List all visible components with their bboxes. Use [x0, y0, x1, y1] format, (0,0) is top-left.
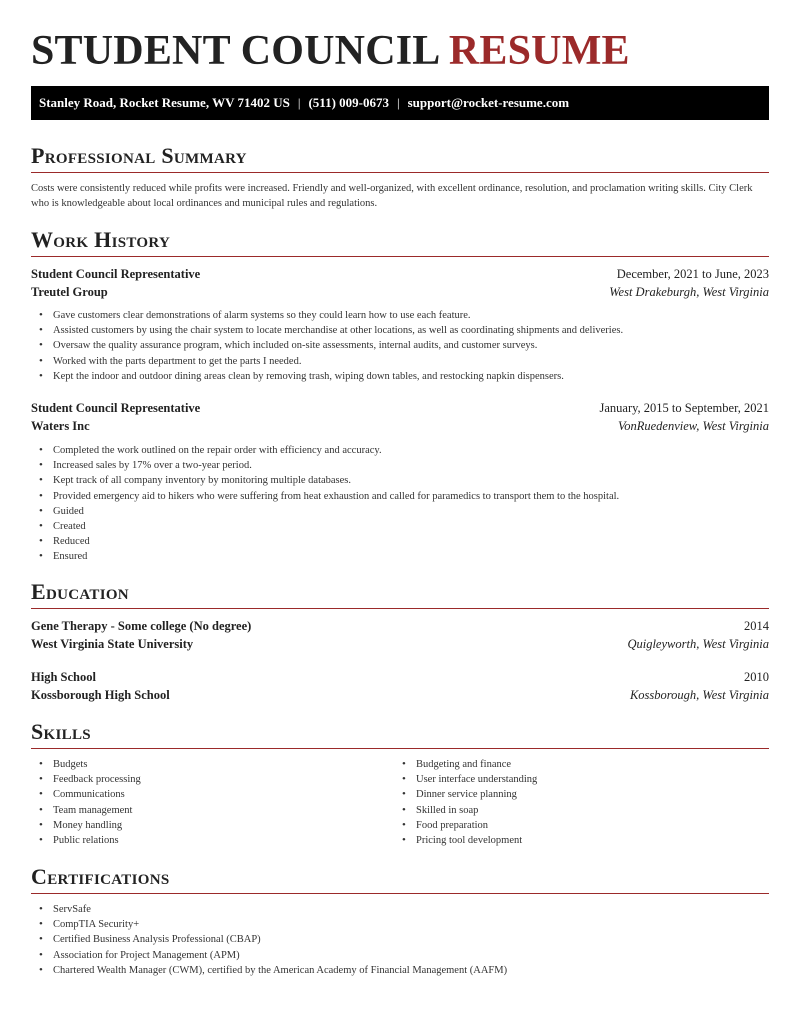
list-item: • Team management	[53, 803, 141, 818]
contact-address: Stanley Road, Rocket Resume, WV 71402 US	[39, 95, 290, 110]
job-dates: January, 2015 to September, 2021	[599, 401, 769, 415]
list-item: • Kept the indoor and outdoor dining areas clean by removing trash, wiping down tables, and restocking napkin dispensers.	[53, 369, 623, 384]
skills-right-list	[416, 757, 537, 848]
education-year: 2010	[744, 670, 769, 684]
contact-bar	[31, 86, 769, 120]
list-item: • Worked with the parts department to get the parts I needed.	[53, 354, 623, 369]
job-2-company-row	[31, 418, 769, 434]
education-degree: Gene Therapy - Some college (No degree)	[31, 619, 252, 633]
list-item: • Reduced	[53, 534, 619, 549]
education-2-header	[31, 669, 769, 685]
education-school: West Virginia State University	[31, 637, 194, 651]
list-item: • User interface understanding	[416, 772, 537, 787]
list-item: • Public relations	[53, 833, 141, 848]
list-item: • Dinner service planning	[416, 787, 537, 802]
education-2-school-row	[31, 687, 769, 703]
education-location: Quigleyworth, West Virginia	[627, 637, 769, 651]
education-degree: High School	[31, 670, 96, 684]
list-item: • Chartered Wealth Manager (CWM), certified by the American Academy of Financial Management (AAFM)	[53, 963, 507, 978]
list-item: • Money handling	[53, 818, 141, 833]
work-history-heading: Work History	[31, 226, 769, 257]
list-item: • Increased sales by 17% over a two-year period.	[53, 458, 619, 473]
list-item: • Budgeting and finance	[416, 757, 537, 772]
list-item: • Budgets	[53, 757, 141, 772]
list-item: • Communications	[53, 787, 141, 802]
list-item: • Certified Business Analysis Professional (CBAP)	[53, 932, 507, 947]
certifications-heading: Certifications	[31, 863, 769, 894]
title-part-2: RESUME	[448, 28, 630, 74]
list-item: • Oversaw the quality assurance program, which included on-site assessments, internal audits, and customer surveys.	[53, 338, 623, 353]
job-title: Student Council Representative	[31, 401, 201, 415]
job-2-header	[31, 400, 769, 416]
list-item: • Food preparation	[416, 818, 537, 833]
job-location: West Drakeburgh, West Virginia	[609, 285, 769, 299]
job-1-bullets	[53, 308, 623, 384]
list-item: • Kept track of all company inventory by monitoring multiple databases.	[53, 473, 619, 488]
job-1-header	[31, 266, 769, 282]
education-location: Kossborough, West Virginia	[629, 688, 769, 702]
list-item: • Provided emergency aid to hikers who were suffering from heat exhaustion and called for paramedics to transport them to the hospital.	[53, 489, 619, 504]
resume-title	[31, 28, 630, 74]
contact-phone[interactable]: (511) 009-0673	[308, 95, 389, 110]
list-item: • Gave customers clear demonstrations of alarm systems so they could learn how to use each feature.	[53, 308, 623, 323]
contact-separator: |	[297, 95, 301, 110]
job-company: Treutel Group	[31, 285, 108, 299]
list-item: • Assisted customers by using the chair system to locate merchandise at other locations, as well as coordinating shipments and deliveries.	[53, 323, 623, 338]
contact-separator: |	[397, 95, 400, 110]
list-item: • Feedback processing	[53, 772, 141, 787]
list-item: • Guided	[53, 504, 619, 519]
list-item: • Created	[53, 519, 619, 534]
title-part-1: STUDENT COUNCIL	[31, 28, 439, 74]
education-year: 2014	[744, 619, 769, 633]
list-item: • Skilled in soap	[416, 803, 537, 818]
list-item: • Association for Project Management (APM)	[53, 948, 507, 963]
job-company: Waters Inc	[31, 419, 90, 433]
job-title: Student Council Representative	[31, 267, 201, 281]
job-dates: December, 2021 to June, 2023	[616, 267, 769, 281]
list-item: • CompTIA Security+	[53, 917, 507, 932]
summary-heading: Professional Summary	[31, 142, 769, 173]
list-item: • Ensured	[53, 549, 619, 564]
education-1-header	[31, 618, 769, 634]
education-heading: Education	[31, 578, 769, 609]
skills-left-list	[53, 757, 141, 848]
education-1-school-row	[31, 636, 769, 652]
list-item: • ServSafe	[53, 902, 507, 917]
list-item: • Pricing tool development	[416, 833, 537, 848]
education-school: Kossborough High School	[31, 688, 170, 702]
skills-heading: Skills	[31, 718, 769, 749]
contact-email[interactable]: support@rocket-resume.com	[407, 95, 570, 110]
job-location: VonRuedenview, West Virginia	[617, 419, 769, 433]
certifications-list	[53, 902, 507, 978]
summary-text: Costs were consistently reduced while profits were increased. Friendly and well-organized, with excellent ordinance, resolution, and proclamation writing skills. City Clerk who is knowledgeable about local ordinances and municipal rules and regulations.	[31, 183, 753, 209]
job-2-bullets	[53, 443, 619, 565]
job-1-company-row	[31, 284, 769, 300]
list-item: • Completed the work outlined on the repair order with efficiency and accuracy.	[53, 443, 619, 458]
